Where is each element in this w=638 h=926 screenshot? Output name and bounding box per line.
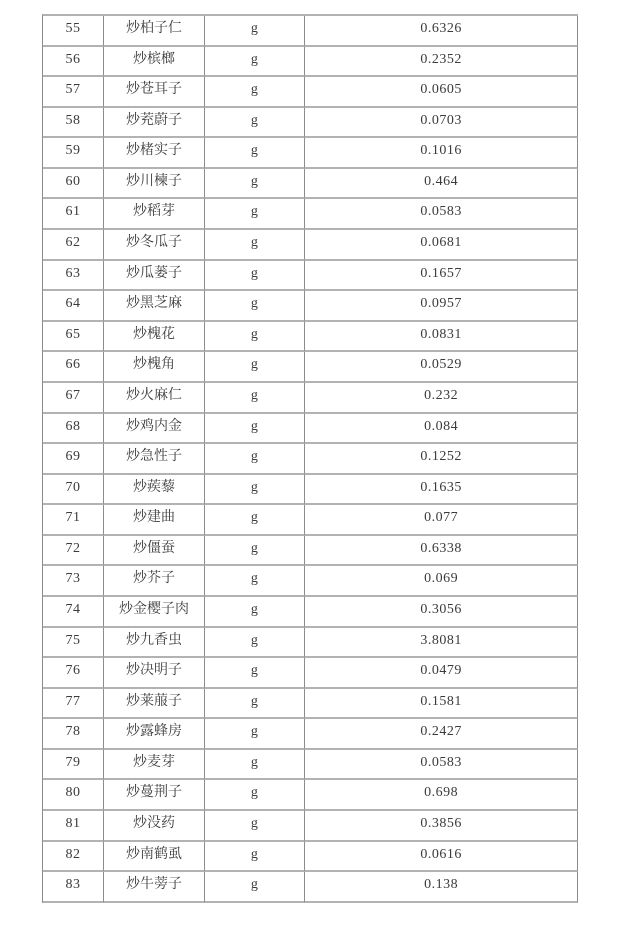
table-row (43, 689, 578, 720)
table-row (43, 230, 578, 261)
value-cell: 0.3056 (305, 597, 578, 628)
value-cell: 0.0479 (305, 658, 578, 689)
value-cell: 0.084 (305, 414, 578, 445)
row-number-cell: 75 (43, 628, 104, 659)
value-cell: 0.069 (305, 566, 578, 597)
item-name-cell: 炒决明子 (104, 658, 205, 689)
table-row (43, 16, 578, 47)
table-row (43, 77, 578, 108)
unit-cell: g (205, 566, 305, 597)
item-name-cell: 炒露蜂房 (104, 719, 205, 750)
value-cell: 0.6326 (305, 16, 578, 47)
row-number-cell: 82 (43, 842, 104, 873)
value-cell: 0.2427 (305, 719, 578, 750)
row-number-cell: 55 (43, 16, 104, 47)
unit-cell: g (205, 872, 305, 903)
item-name-cell: 炒鸡内金 (104, 414, 205, 445)
unit-cell: g (205, 16, 305, 47)
unit-cell: g (205, 108, 305, 139)
row-number-cell: 76 (43, 658, 104, 689)
unit-cell: g (205, 230, 305, 261)
value-cell: 0.0957 (305, 291, 578, 322)
item-name-cell: 炒没药 (104, 811, 205, 842)
table-row (43, 536, 578, 567)
row-number-cell: 71 (43, 505, 104, 536)
item-name-cell: 炒槐花 (104, 322, 205, 353)
unit-cell: g (205, 261, 305, 292)
row-number-cell: 65 (43, 322, 104, 353)
item-name-cell: 炒急性子 (104, 444, 205, 475)
unit-cell: g (205, 169, 305, 200)
row-number-cell: 66 (43, 352, 104, 383)
row-number-cell: 63 (43, 261, 104, 292)
table-row (43, 444, 578, 475)
item-name-cell: 炒黑芝麻 (104, 291, 205, 322)
value-cell: 0.3856 (305, 811, 578, 842)
value-cell: 0.1581 (305, 689, 578, 720)
row-number-cell: 79 (43, 750, 104, 781)
row-number-cell: 81 (43, 811, 104, 842)
unit-cell: g (205, 628, 305, 659)
value-cell: 0.0605 (305, 77, 578, 108)
item-name-cell: 炒槟榔 (104, 47, 205, 78)
table-row (43, 47, 578, 78)
value-cell: 0.0703 (305, 108, 578, 139)
row-number-cell: 73 (43, 566, 104, 597)
row-number-cell: 67 (43, 383, 104, 414)
table-row (43, 566, 578, 597)
table-row (43, 505, 578, 536)
value-cell: 0.6338 (305, 536, 578, 567)
unit-cell: g (205, 414, 305, 445)
unit-cell: g (205, 383, 305, 414)
unit-cell: g (205, 842, 305, 873)
unit-cell: g (205, 811, 305, 842)
table-row (43, 322, 578, 353)
item-name-cell: 炒楮实子 (104, 138, 205, 169)
value-cell: 0.1252 (305, 444, 578, 475)
item-name-cell: 炒牛蒡子 (104, 872, 205, 903)
unit-cell: g (205, 322, 305, 353)
value-cell: 0.077 (305, 505, 578, 536)
item-name-cell: 炒蔓荆子 (104, 780, 205, 811)
value-cell: 0.0831 (305, 322, 578, 353)
item-name-cell: 炒建曲 (104, 505, 205, 536)
unit-cell: g (205, 47, 305, 78)
item-name-cell: 炒柏子仁 (104, 16, 205, 47)
unit-cell: g (205, 199, 305, 230)
table-row (43, 199, 578, 230)
row-number-cell: 70 (43, 475, 104, 506)
unit-cell: g (205, 444, 305, 475)
items-table-container (42, 14, 578, 903)
unit-cell: g (205, 138, 305, 169)
unit-cell: g (205, 719, 305, 750)
value-cell: 0.138 (305, 872, 578, 903)
value-cell: 0.464 (305, 169, 578, 200)
table-row (43, 811, 578, 842)
unit-cell: g (205, 689, 305, 720)
item-name-cell: 炒金樱子肉 (104, 597, 205, 628)
table-row (43, 383, 578, 414)
item-name-cell: 炒川楝子 (104, 169, 205, 200)
table-row (43, 719, 578, 750)
table-row (43, 842, 578, 873)
table-row (43, 872, 578, 903)
value-cell: 0.1635 (305, 475, 578, 506)
table-row (43, 658, 578, 689)
row-number-cell: 69 (43, 444, 104, 475)
table-row (43, 138, 578, 169)
items-table (42, 14, 578, 903)
item-name-cell: 炒茺蔚子 (104, 108, 205, 139)
item-name-cell: 炒火麻仁 (104, 383, 205, 414)
unit-cell: g (205, 750, 305, 781)
unit-cell: g (205, 352, 305, 383)
unit-cell: g (205, 77, 305, 108)
row-number-cell: 83 (43, 872, 104, 903)
value-cell: 0.698 (305, 780, 578, 811)
item-name-cell: 炒槐角 (104, 352, 205, 383)
unit-cell: g (205, 536, 305, 567)
table-row (43, 108, 578, 139)
row-number-cell: 59 (43, 138, 104, 169)
item-name-cell: 炒稻芽 (104, 199, 205, 230)
item-name-cell: 炒麦芽 (104, 750, 205, 781)
value-cell: 0.0616 (305, 842, 578, 873)
row-number-cell: 80 (43, 780, 104, 811)
item-name-cell: 炒芥子 (104, 566, 205, 597)
row-number-cell: 62 (43, 230, 104, 261)
item-name-cell: 炒苍耳子 (104, 77, 205, 108)
table-row (43, 261, 578, 292)
table-row (43, 291, 578, 322)
table-row (43, 475, 578, 506)
value-cell: 0.0681 (305, 230, 578, 261)
table-row (43, 414, 578, 445)
item-name-cell: 炒蒺藜 (104, 475, 205, 506)
row-number-cell: 74 (43, 597, 104, 628)
value-cell: 0.1657 (305, 261, 578, 292)
row-number-cell: 68 (43, 414, 104, 445)
row-number-cell: 58 (43, 108, 104, 139)
item-name-cell: 炒南鹤虱 (104, 842, 205, 873)
unit-cell: g (205, 291, 305, 322)
item-name-cell: 炒九香虫 (104, 628, 205, 659)
table-row (43, 750, 578, 781)
item-name-cell: 炒莱菔子 (104, 689, 205, 720)
item-name-cell: 炒僵蚕 (104, 536, 205, 567)
value-cell: 0.232 (305, 383, 578, 414)
row-number-cell: 61 (43, 199, 104, 230)
row-number-cell: 78 (43, 719, 104, 750)
table-row (43, 597, 578, 628)
item-name-cell: 炒冬瓜子 (104, 230, 205, 261)
value-cell: 3.8081 (305, 628, 578, 659)
row-number-cell: 77 (43, 689, 104, 720)
item-name-cell: 炒瓜蒌子 (104, 261, 205, 292)
row-number-cell: 57 (43, 77, 104, 108)
row-number-cell: 64 (43, 291, 104, 322)
unit-cell: g (205, 780, 305, 811)
row-number-cell: 60 (43, 169, 104, 200)
table-row (43, 169, 578, 200)
table-row (43, 780, 578, 811)
unit-cell: g (205, 597, 305, 628)
unit-cell: g (205, 658, 305, 689)
value-cell: 0.0583 (305, 750, 578, 781)
table-row (43, 352, 578, 383)
unit-cell: g (205, 475, 305, 506)
row-number-cell: 56 (43, 47, 104, 78)
value-cell: 0.1016 (305, 138, 578, 169)
table-body (43, 16, 578, 903)
unit-cell: g (205, 505, 305, 536)
row-number-cell: 72 (43, 536, 104, 567)
value-cell: 0.0529 (305, 352, 578, 383)
value-cell: 0.0583 (305, 199, 578, 230)
value-cell: 0.2352 (305, 47, 578, 78)
table-row (43, 628, 578, 659)
